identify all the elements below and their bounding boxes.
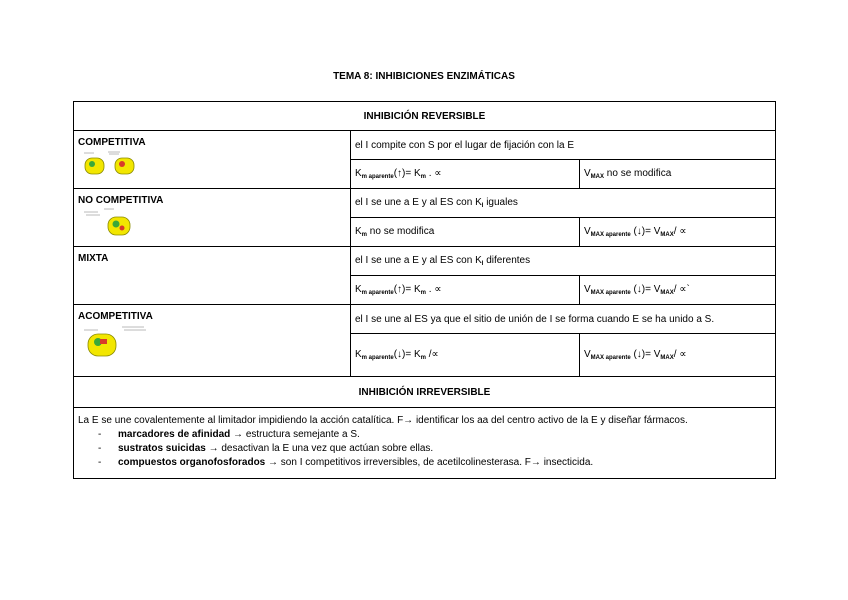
- km-cell: $K_{m aparente}(↑)= K_m$ . ∝: [351, 276, 580, 305]
- enzyme-diagram-icon: [78, 150, 148, 176]
- page-title: TEMA 8: INHIBICIONES ENZIMÁTICAS: [333, 71, 515, 82]
- description-cell: el I se une a E y al ES con $K_I$ diferentes: [351, 247, 776, 276]
- enzyme-diagram-icon: [78, 208, 148, 238]
- description-cell: el I se une al ES ya que el sitio de unión de I se forma cuando E se ha unido a S.: [351, 305, 776, 334]
- km-cell: $K_{m aparente}(↓)= K_m$ /∝: [351, 334, 580, 377]
- list-item: - compuestos organofosforados → son I competitivos irreversibles, de acetilcolinesterasa. F→ insecticida.: [98, 457, 594, 468]
- row-no-competitiva: [74, 189, 351, 247]
- vmax-cell: $V_{MAX aparente}$ (↓)= $V_{MAX}/$ ∝: [580, 334, 776, 377]
- type-label: NO COMPETITIVA: [78, 195, 164, 206]
- reversible-header: INHIBICIÓN REVERSIBLE: [74, 102, 776, 131]
- irreversible-list: [78, 428, 771, 470]
- vmax-cell: $V_{MAX aparente}$ (↓)= $V_{MAX}/$ ∝`: [580, 276, 776, 305]
- inhibition-table: [73, 101, 776, 479]
- enzyme-diagram-icon: [78, 324, 158, 358]
- km-cell: $K_{m aparente}(↑)= K_m$ . ∝: [351, 160, 580, 189]
- row-competitiva: [74, 131, 351, 189]
- vmax-cell: $V_{MAX}$ no se modifica: [580, 160, 776, 189]
- type-label: ACOMPETITIVA: [78, 311, 153, 322]
- irreversible-intro: La E se une covalentemente al limitador impidiendo la acción catalítica. F→ identificar los aa del centro activo de la E y diseñar fármacos.: [78, 415, 688, 426]
- row-acompetitiva: [74, 305, 351, 377]
- km-cell: $K_m$ no se modifica: [351, 218, 580, 247]
- description-cell: el I compite con S por el lugar de fijación con la E: [351, 131, 776, 160]
- irreversible-description: [74, 408, 776, 479]
- vmax-cell: $V_{MAX aparente}$ (↓)= $V_{MAX}/$ ∝: [580, 218, 776, 247]
- type-label: COMPETITIVA: [78, 137, 146, 148]
- list-item: - sustratos suicidas → desactivan la E una vez que actúan sobre ellas.: [98, 443, 434, 454]
- type-label: MIXTA: [78, 253, 109, 264]
- irreversible-header: INHIBICIÓN IRREVERSIBLE: [74, 377, 776, 408]
- row-mixta: [74, 247, 351, 305]
- description-cell: el I se une a E y al ES con $K_I$ iguales: [351, 189, 776, 218]
- list-item: - marcadores de afinidad → estructura semejante a S.: [98, 429, 360, 440]
